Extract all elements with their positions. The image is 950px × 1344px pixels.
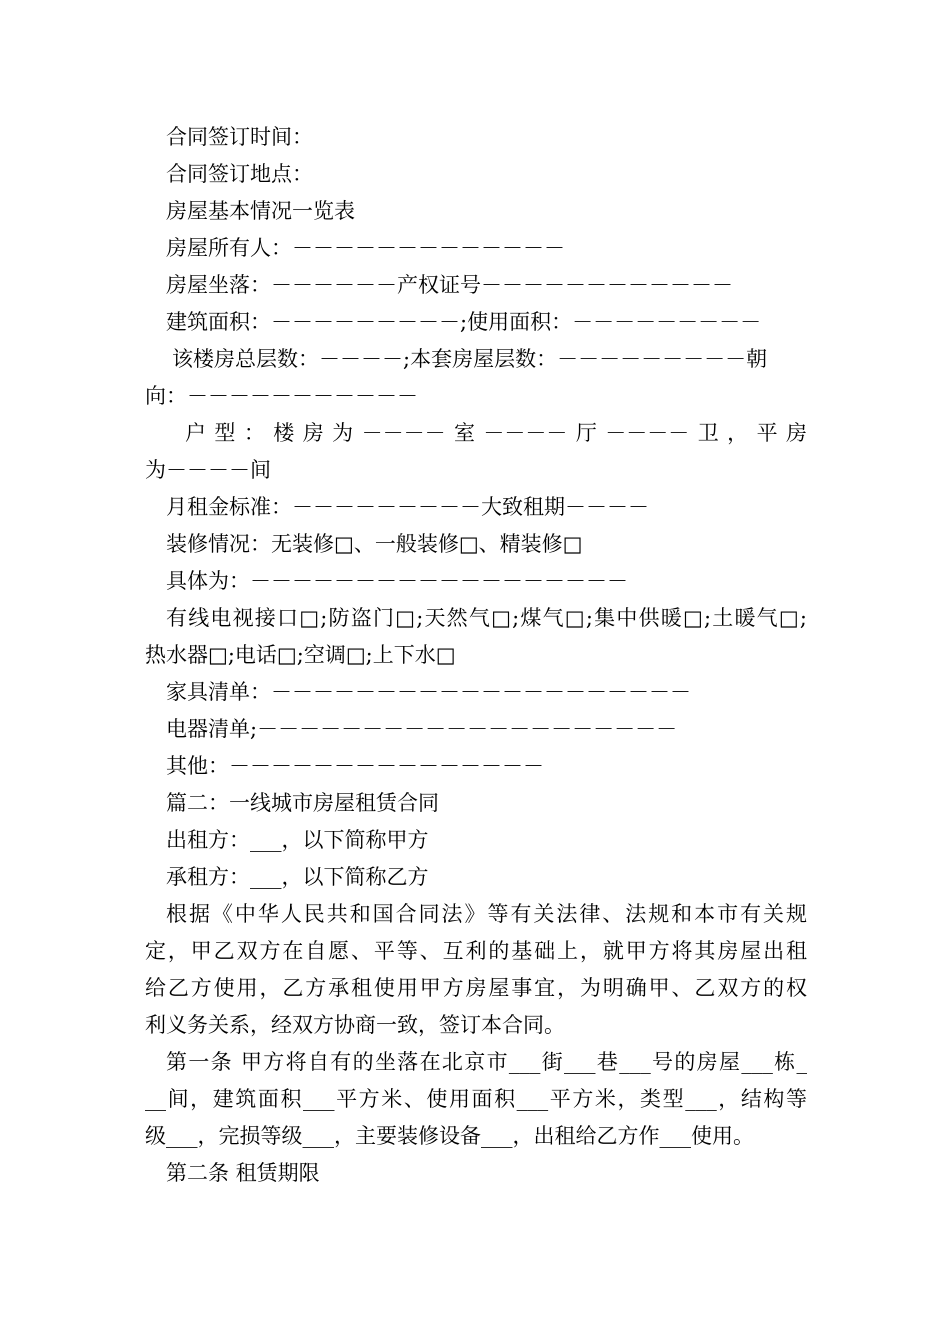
property-location-line: 房屋坐落：－－－－－－产权证号－－－－－－－－－－－－ bbox=[166, 273, 733, 297]
article-one-line-3: 级___，完损等级___，主要装修设备___，出租给乙方作___使用。 bbox=[145, 1124, 754, 1148]
section-two-title: 篇二：一线城市房屋租赁合同 bbox=[166, 791, 439, 815]
article-two-heading: 第二条 租赁期限 bbox=[166, 1161, 320, 1185]
orientation-line: 向：－－－－－－－－－－－ bbox=[145, 384, 418, 408]
property-owner-line: 房屋所有人：－－－－－－－－－－－－－ bbox=[166, 236, 565, 260]
preamble-line-1: 根据《中华人民共和国合同法》等有关法律、法规和本市有关规 bbox=[166, 902, 807, 926]
decoration-line: 装修情况：无装修□、一般装修□、精装修□ bbox=[166, 532, 583, 556]
article-one-line-2: __间，建筑面积___平方米、使用面积___平方米，类型___，结构等 bbox=[145, 1087, 807, 1111]
floor-count-line: 该楼房总层数：－－－－;本套房屋层数：－－－－－－－－－朝 bbox=[172, 347, 768, 371]
floor-area-line: 建筑面积：－－－－－－－－－;使用面积：－－－－－－－－－ bbox=[166, 310, 762, 334]
property-overview-heading: 房屋基本情况一览表 bbox=[166, 199, 355, 223]
facilities-line-continued: 热水器□;电话□;空调□;上下水□ bbox=[145, 643, 456, 667]
other-line: 其他：－－－－－－－－－－－－－－－ bbox=[166, 754, 544, 778]
facilities-line: 有线电视接口□;防盗门□;天然气□;煤气□;集中供暖□;土暖气□; bbox=[166, 606, 807, 630]
layout-line: 户型：楼房为－－－－室－－－－厅－－－－卫，平房 bbox=[185, 421, 807, 445]
lessor-line: 出租方：___，以下简称甲方 bbox=[166, 828, 429, 852]
lessee-line: 承租方：___，以下简称乙方 bbox=[166, 865, 429, 889]
monthly-rent-line: 月租金标准：－－－－－－－－－大致租期－－－－ bbox=[166, 495, 649, 519]
signing-place-line: 合同签订地点： bbox=[166, 162, 313, 186]
layout-line-continued: 为－－－－间 bbox=[145, 458, 271, 482]
article-one-line-1: 第一条 甲方将自有的坐落在北京市___街___巷___号的房屋___栋_ bbox=[166, 1050, 807, 1074]
appliance-list-line: 电器清单;－－－－－－－－－－－－－－－－－－－－ bbox=[166, 717, 678, 741]
preamble-line-4: 利义务关系，经双方协商一致，签订本合同。 bbox=[145, 1013, 565, 1037]
signing-time-line: 合同签订时间： bbox=[166, 125, 313, 149]
details-line: 具体为：－－－－－－－－－－－－－－－－－－ bbox=[166, 569, 628, 593]
preamble-line-3: 给乙方使用，乙方承租使用甲方房屋事宜，为明确甲、乙双方的权 bbox=[145, 976, 807, 1000]
document-body bbox=[145, 119, 807, 1192]
furniture-list-line: 家具清单：－－－－－－－－－－－－－－－－－－－－ bbox=[166, 680, 691, 704]
preamble-line-2: 定，甲乙双方在自愿、平等、互利的基础上，就甲方将其房屋出租 bbox=[145, 939, 807, 963]
